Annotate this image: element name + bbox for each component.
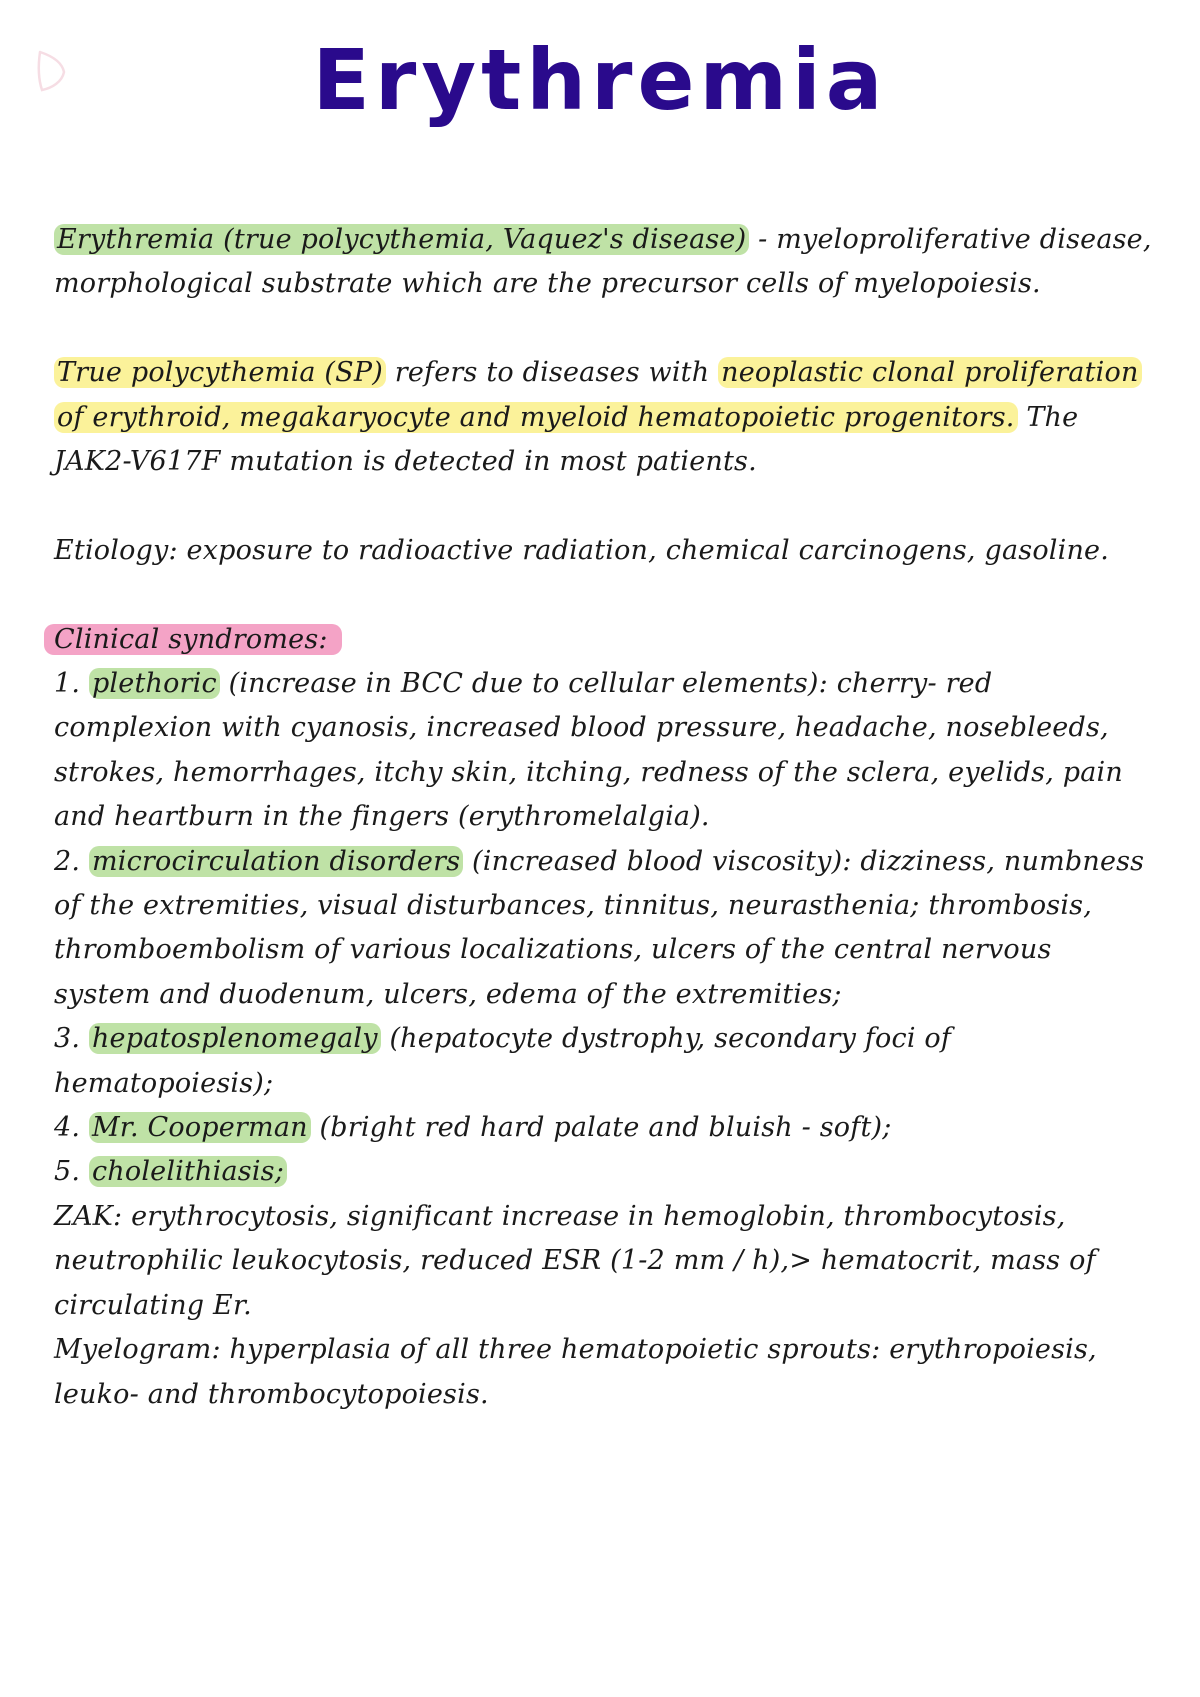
syndrome-text: (increase in BCC due to cellular elements): cherry- red complexion with cyanosis, increased blood pressure, headache, nosebleeds, strokes, hemorrhages, itchy skin, itching, redness of the sclera, eyelids, pain and heartburn in the fingers (erythromelalgia).: [54, 668, 1123, 833]
etiology-paragraph: Etiology: exposure to radioactive radiation, chemical carcinogens, gasoline.: [54, 534, 1109, 566]
syndrome-text: (bright red hard palate and bluish - soft);: [310, 1112, 892, 1144]
syndrome-term: plethoric: [89, 668, 220, 699]
syndrome-item: [54, 1150, 1154, 1194]
definition-text: - myeloproliferative disease, morphological substrate which are the precursor cells of myelopoiesis.: [54, 224, 1152, 300]
myelogram-paragraph: Myelogram: hyperplasia of all three hematopoietic sprouts: erythropoiesis, leuko- and thrombocytopoiesis.: [54, 1334, 1097, 1410]
syndrome-term: microcirculation disorders: [89, 846, 463, 877]
zak-paragraph: ZAK: erythrocytosis, significant increase in hemoglobin, thrombocytosis, neutrophilic leukocytosis, reduced ESR (1-2 mm / h),> hematocrit, mass of circulating Er.: [54, 1200, 1096, 1321]
syndrome-text: (increased blood viscosity): dizziness, numbness of the extremities, visual disturbances, tinnitus, neurasthenia; thrombosis, thromboembolism of various localizations, ulcers of the central nervous system and duodenum, ulcers, edema of the extremities;: [54, 845, 1145, 1010]
true-polycythemia-text: The JAK2-V617F mutation is detected in most patients.: [54, 401, 1079, 478]
clinical-syndromes-label: Clinical syndromes:: [44, 624, 342, 655]
syndrome-item: [54, 1106, 1154, 1150]
notes-body: [54, 218, 1154, 1417]
syndrome-term: cholelithiasis;: [89, 1156, 287, 1187]
syndrome-item: [54, 1017, 1154, 1106]
true-polycythemia-mid: refers to diseases with: [385, 357, 719, 389]
clinical-syndromes-heading: [54, 618, 1154, 662]
syndrome-term: Mr. Cooperman: [89, 1112, 311, 1143]
syndrome-item: [54, 662, 1154, 840]
syndrome-number: 5.: [54, 1156, 89, 1188]
syndrome-number: 2.: [54, 845, 89, 877]
syndrome-text: (hepatocyte dystrophy, secondary foci of hematopoiesis);: [54, 1023, 952, 1099]
syndrome-number: 3.: [54, 1023, 89, 1055]
syndrome-number: 1.: [54, 668, 89, 700]
true-polycythemia-highlight: neoplastic clonal proliferation of erythroid, megakaryocyte and myeloid hematopoietic progenitors.: [54, 357, 1142, 432]
syndrome-number: 4.: [54, 1112, 89, 1144]
syndrome-item: [54, 840, 1154, 1018]
page-title: Erythremia: [312, 31, 888, 129]
definition-term: Erythremia (true polycythemia, Vaquez's disease): [54, 224, 749, 255]
true-polycythemia-paragraph: [54, 351, 1154, 484]
definition-paragraph: [54, 218, 1154, 307]
true-polycythemia-term: True polycythemia (SP): [54, 357, 386, 388]
syndrome-term: hepatosplenomegaly: [89, 1023, 381, 1054]
